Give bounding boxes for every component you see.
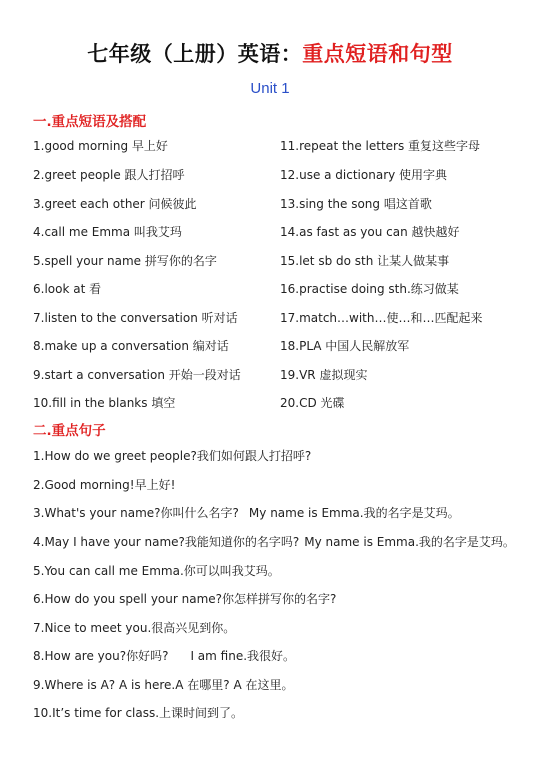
sentence-item	[33, 677, 293, 693]
sentence-reply: I am fine.我很好。	[190, 649, 296, 663]
sentences-section-heading: 二.重点句子	[33, 423, 106, 439]
sentence-text: 6.How do you spell your name?你怎样拼写你的名字?	[33, 592, 337, 606]
sentence-item	[33, 563, 280, 579]
phrase-item: 13.sing the song 唱这首歌	[280, 197, 432, 211]
sentence-reply: My name is Emma.我的名字是艾玛。	[304, 535, 515, 549]
title-prefix: 七年级（上册）英语：	[87, 41, 303, 66]
sentence-item	[33, 620, 235, 636]
phrase-item: 19.VR 虚拟现实	[280, 368, 368, 382]
phrase-item: 12.use a dictionary 使用字典	[280, 168, 448, 182]
sentence-text: 2.Good morning!早上好!	[33, 478, 176, 492]
sentence-item	[33, 448, 311, 464]
sentence-text: 4.May I have your name?我能知道你的名字吗?	[33, 535, 300, 549]
phrase-item: 17.match…with…使…和…匹配起来	[280, 311, 483, 325]
phrase-item: 20.CD 光碟	[280, 396, 345, 410]
phrase-item: 5.spell your name 拼写你的名字	[33, 254, 217, 268]
phrase-item: 6.look at 看	[33, 282, 102, 296]
page-title	[0, 38, 540, 68]
sentence-reply: My name is Emma.我的名字是艾玛。	[248, 506, 460, 520]
sentence-item	[33, 505, 460, 521]
phrase-item: 1.good morning 早上好	[33, 139, 168, 153]
phrase-item: 7.listen to the conversation 听对话	[33, 311, 238, 325]
phrases-section-heading: 一.重点短语及搭配	[33, 114, 147, 130]
phrase-item: 8.make up a conversation 编对话	[33, 339, 229, 353]
title-highlight: 重点短语和句型	[302, 41, 453, 66]
sentence-text: 1.How do we greet people?我们如何跟人打招呼?	[33, 449, 312, 463]
phrase-item: 2.greet people 跟人打招呼	[33, 168, 185, 182]
sentence-item	[33, 534, 515, 550]
phrase-item: 9.start a conversation 开始一段对话	[33, 368, 241, 382]
sentence-text: 7.Nice to meet you.很高兴见到你。	[33, 621, 236, 635]
phrase-item: 14.as fast as you can 越快越好	[280, 225, 460, 239]
sentence-text: 9.Where is A? A is here.A 在哪里? A 在这里。	[33, 678, 294, 692]
sentence-item	[33, 648, 295, 664]
phrase-item: 3.greet each other 问候彼此	[33, 197, 197, 211]
phrase-item: 4.call me Emma 叫我艾玛	[33, 225, 182, 239]
sentence-text: 8.How are you?你好吗?	[33, 649, 169, 663]
phrase-item: 15.let sb do sth 让某人做某事	[280, 254, 450, 268]
sentence-text: 5.You can call me Emma.你可以叫我艾玛。	[33, 564, 280, 578]
phrase-item: 11.repeat the letters 重复这些字母	[280, 139, 481, 153]
sentence-item	[33, 705, 243, 721]
phrase-item: 18.PLA 中国人民解放军	[280, 339, 410, 353]
sentence-item	[33, 477, 175, 493]
sentence-item	[33, 591, 336, 607]
unit-heading: Unit 1	[250, 80, 290, 97]
phrase-item: 16.practise doing sth.练习做某	[280, 282, 459, 296]
sentence-text: 10.It’s time for class.上课时间到了。	[33, 706, 244, 720]
phrase-item: 10.fill in the blanks 填空	[33, 396, 176, 410]
sentence-text: 3.What's your name?你叫什么名字?	[33, 506, 239, 520]
